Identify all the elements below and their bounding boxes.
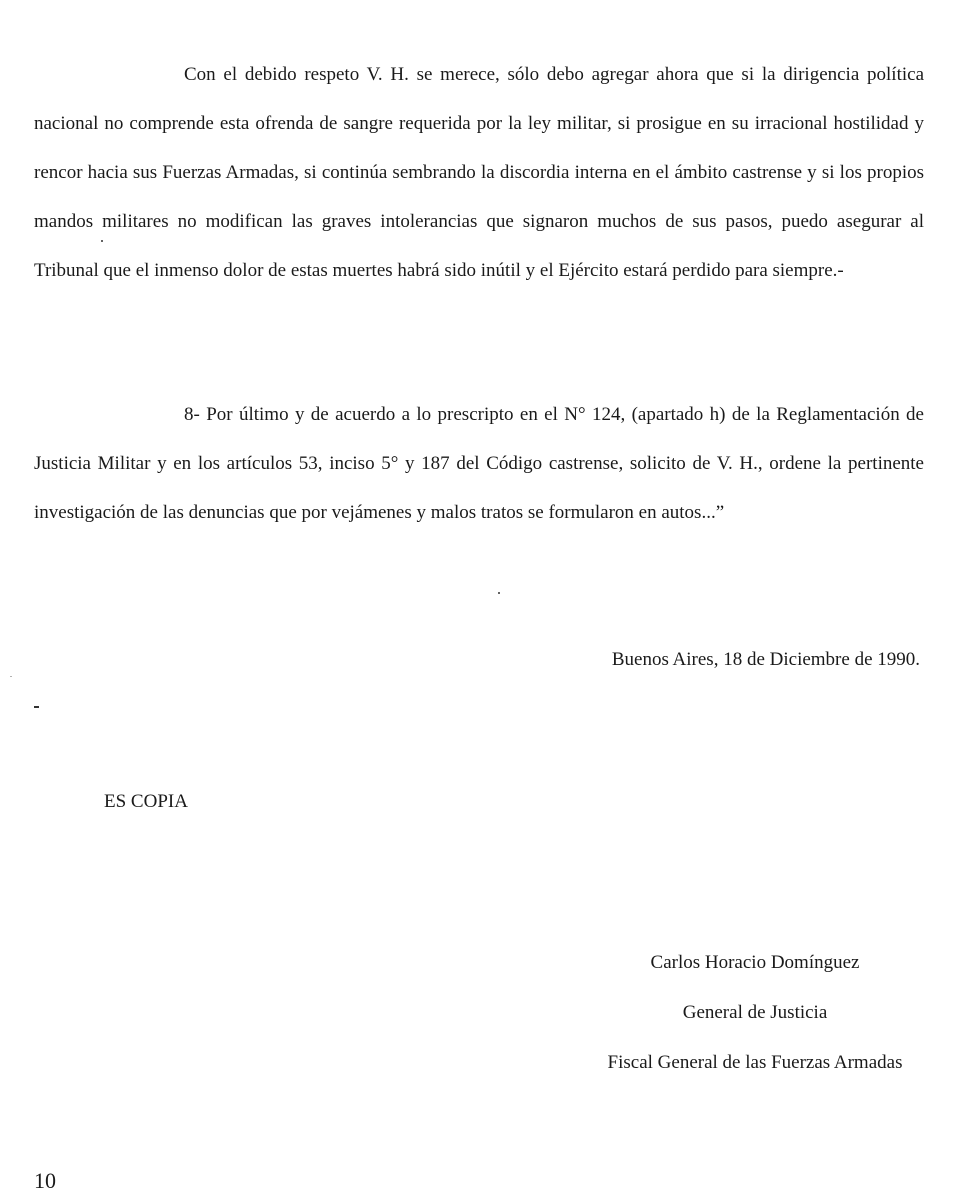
signatory-rank: General de Justicia	[682, 1002, 828, 1023]
scan-speck	[101, 240, 103, 242]
body-paragraph-1: Con el debido respeto V. H. se merece, sólo debo agregar ahora que si la dirigencia política nacional no comprende esta ofrenda de sangre requerida por la ley militar, si prosigue en su irracional hostilidad y rencor hacia sus Fuerzas Armadas, si continúa sembrando la discordia interna en el ámbito castrense y si los propios mandos militares no modifican las graves intolerancias que signaron muchos de sus pasos, puedo asegurar al Tribunal que el inmenso dolor de estas muertes habrá sido inútil y el Ejército estará perdido para siempre.-	[34, 64, 924, 281]
signatory-name: Carlos Horacio Domínguez	[650, 952, 860, 973]
copy-mark: ES COPIA	[104, 791, 188, 812]
scan-speck	[34, 706, 39, 708]
scan-speck	[10, 676, 12, 677]
place-date: Buenos Aires, 18 de Diciembre de 1990.	[611, 649, 920, 670]
signatory-position: Fiscal General de las Fuerzas Armadas	[607, 1052, 903, 1073]
scan-speck	[498, 592, 500, 594]
page-number: 10	[34, 1168, 56, 1193]
signature-block	[560, 938, 950, 1088]
body-paragraph-2: 8- Por último y de acuerdo a lo prescripto en el N° 124, (apartado h) de la Reglamentación de Justicia Militar y en los artículos 53, inciso 5° y 187 del Código castrense, solicito de V. H., ordene la pertinente investigación de las denuncias que por vejámenes y malos tratos se formularon en autos...”	[34, 404, 924, 523]
